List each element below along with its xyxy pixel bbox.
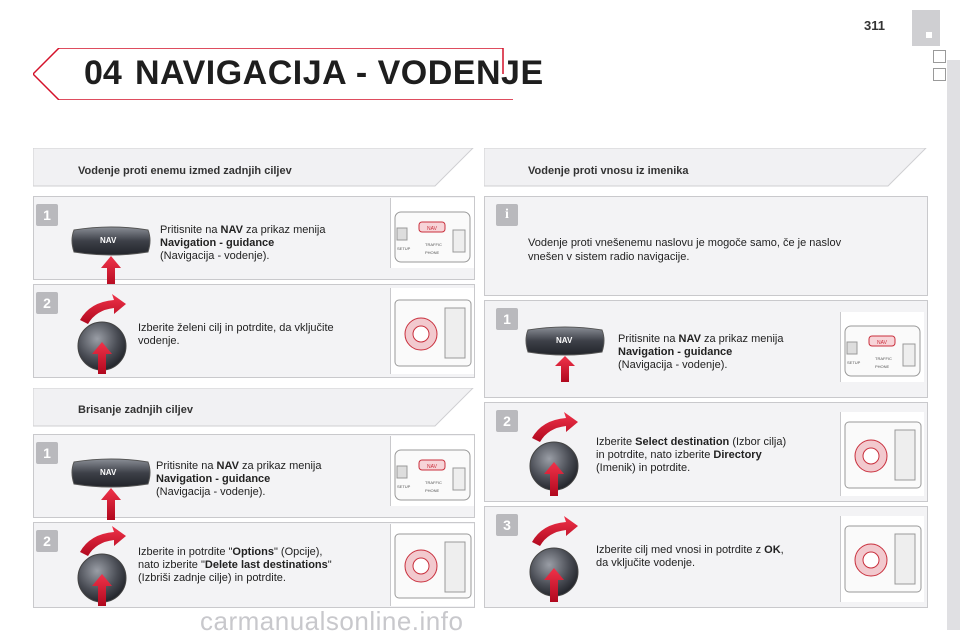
step-instruction: Izberite želeni cilj in potrdite, da vključite vodenje. [138,322,334,347]
radio-panel-thumbnail [390,198,474,268]
nav-button-label: NAV [100,236,117,245]
page-number: 311 [864,18,885,33]
radio-panel-drawing [841,312,924,382]
thumb-nav-label: NAV [427,226,437,232]
thumb-setup-label: SETUP [397,484,411,489]
rotary-panel-drawing [841,516,924,602]
step-badge: 1 [36,442,58,464]
rotary-panel-drawing [391,288,474,374]
thumb-setup-label: SETUP [397,246,411,251]
watermark: carmanualsonline.info [200,606,464,636]
radio-panel-thumbnail [840,312,924,382]
thumb-phone-label: PHONE [425,488,440,493]
step-badge: 1 [36,204,58,226]
thumb-traffic-label: TRAFFIC [875,356,892,361]
step-badge: 3 [496,514,518,536]
rotary-panel-thumbnail [840,516,924,602]
rotary-panel-drawing [841,412,924,496]
step-badge: 1 [496,308,518,330]
thumb-nav-label: NAV [427,464,437,470]
rotary-panel-thumbnail [840,412,924,496]
info-icon: i [496,204,518,226]
rotary-knob-illustration [518,408,598,500]
thumb-phone-label: PHONE [425,250,440,255]
side-marker-box [933,68,946,81]
radio-panel-thumbnail [390,436,474,506]
thumb-traffic-label: TRAFFIC [425,480,442,485]
thumb-traffic-label: TRAFFIC [425,242,442,247]
step-instruction: Pritisnite na NAV za prikaz menija Navigation - guidance (Navigacija - vodenje). [160,224,326,262]
step-instruction: Izberite cilj med vnosi in potrdite z OK, da vključite vodenje. [596,544,784,569]
chapter-title: NAVIGACIJA - VODENJE [135,54,544,92]
step-badge: 2 [36,530,58,552]
step-instruction: Izberite Select destination (Izbor cilja) in potrdite, nato izberite Directory (Imenik) in potrdite. [596,436,787,474]
step-instruction: Pritisnite na NAV za prikaz menija Navigation - guidance (Navigacija - vodenje). [618,333,784,371]
step-badge: 2 [36,292,58,314]
info-text: Vodenje proti vnešenemu naslovu je mogoče samo, če je naslov vnešen v sistem radio navigacije. [528,237,842,263]
nav-button-label: NAV [100,468,117,477]
rotary-panel-thumbnail [390,524,474,606]
thumb-setup-label: SETUP [847,360,861,365]
step-instruction: Izberite in potrdite "Options" (Opcije), nato izberite "Delete last destinations" (Izbriši zadnje cilje) in potrdite. [138,546,332,584]
nav-button-label: NAV [556,336,573,345]
step-badge: 2 [496,410,518,432]
section-title: Vodenje proti vnosu iz imenika [528,165,689,177]
chapter-number: 04 [84,54,122,92]
rotary-knob-illustration [66,290,146,376]
section-title: Vodenje proti enemu izmed zadnjih ciljev [78,165,292,177]
radio-panel-drawing [391,198,474,268]
thumb-nav-label: NAV [877,340,887,346]
thumb-phone-label: PHONE [875,364,890,369]
side-marker-box [933,50,946,63]
page-corner-tab [912,10,940,46]
rotary-panel-drawing [391,524,474,606]
rotary-knob-illustration [66,522,146,608]
radio-panel-drawing [391,436,474,506]
rotary-panel-thumbnail [390,288,474,374]
rotary-knob-illustration [518,512,598,606]
nav-button-illustration [522,326,608,384]
section-title: Brisanje zadnjih ciljev [78,404,193,416]
step-instruction: Pritisnite na NAV za prikaz menija Navigation - guidance (Navigacija - vodenje). [156,460,322,498]
page-edge-stripe [947,60,960,630]
